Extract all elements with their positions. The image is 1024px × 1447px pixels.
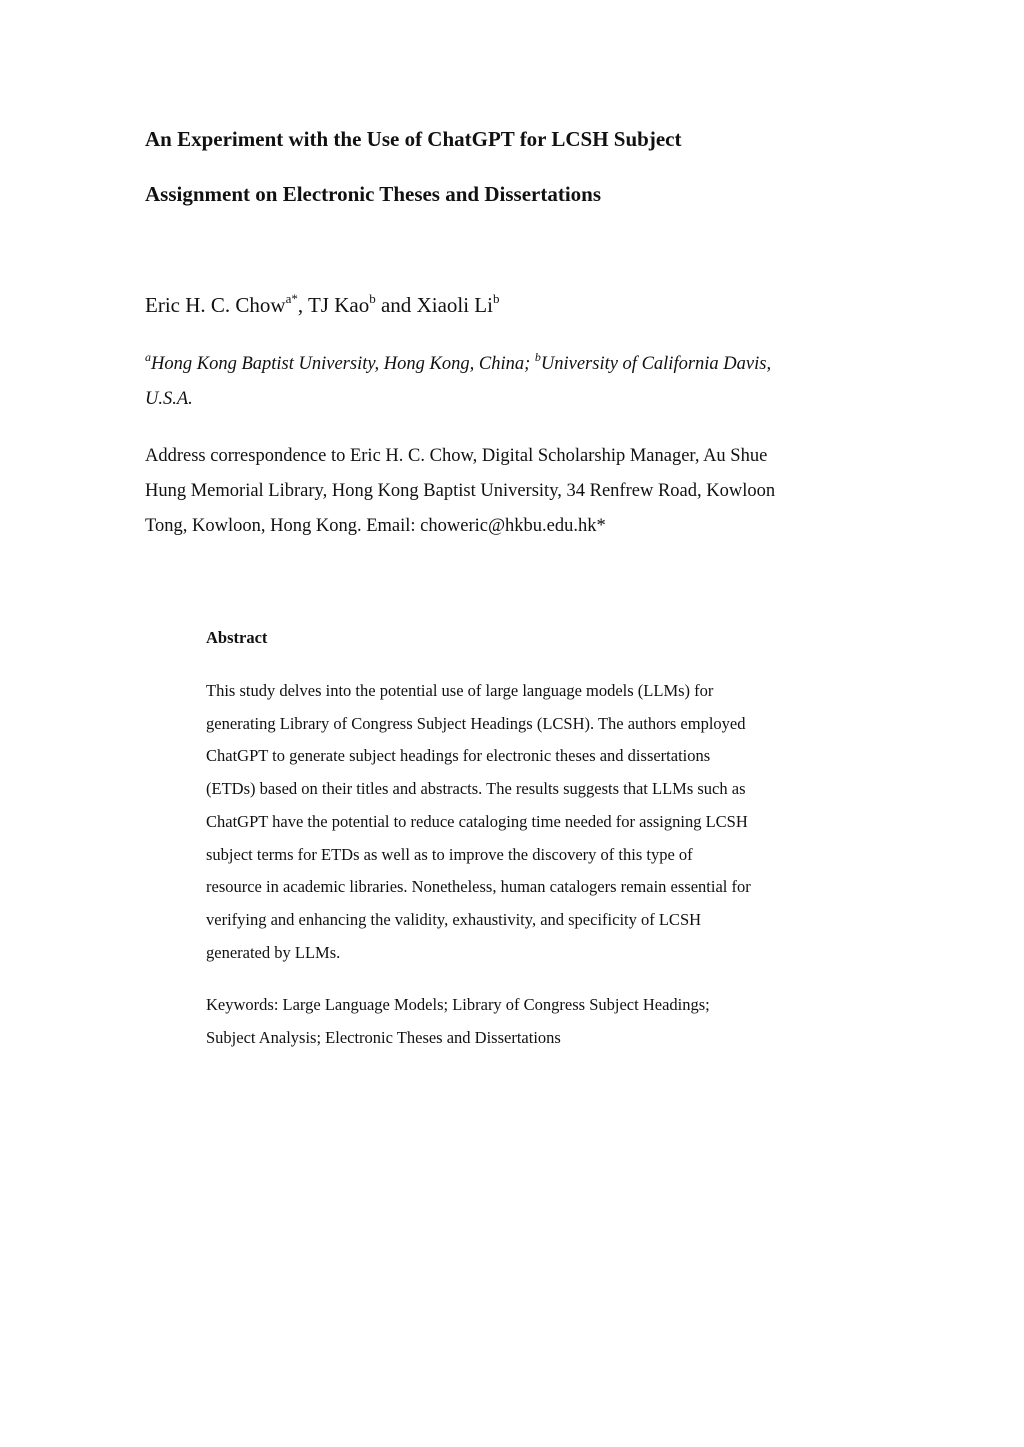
address-line: Tong, Kowloon, Hong Kong. Email: choweric@hkbu.edu.hk* — [145, 516, 606, 536]
abstract-line: ChatGPT to generate subject headings for electronic theses and dissertations — [206, 746, 711, 766]
paper-title — [145, 112, 905, 222]
affiliation-text: Hong Kong Baptist University, Hong Kong, China; — [151, 354, 535, 374]
abstract-heading: Abstract — [206, 628, 268, 647]
author-name: Xiaoli Li — [416, 293, 493, 317]
author-name: Eric H. C. Chow — [145, 293, 286, 317]
paper-title-line: Assignment on Electronic Theses and Dissertations — [145, 182, 602, 206]
author-separator: and — [375, 293, 417, 317]
paper-title-line: An Experiment with the Use of ChatGPT for LCSH Subject — [145, 127, 682, 151]
address-line: Hung Memorial Library, Hong Kong Baptist University, 34 Renfrew Road, Kowloon — [145, 481, 776, 501]
author-separator: , — [297, 293, 308, 317]
author-affiliation-mark: b — [492, 291, 500, 306]
affiliations — [145, 347, 875, 417]
affiliation-text: U.S.A. — [145, 389, 193, 409]
abstract-line: (ETDs) based on their titles and abstracts. The results suggests that LLMs such as — [206, 779, 746, 799]
abstract-body — [206, 675, 846, 969]
author-affiliation-mark: a* — [285, 291, 298, 306]
affiliation-mark: b — [534, 350, 541, 364]
abstract-line: ChatGPT have the potential to reduce cataloging time needed for assigning LCSH — [206, 811, 748, 831]
abstract-line: generated by LLMs. — [206, 942, 341, 962]
abstract-line: resource in academic libraries. Nonetheless, human catalogers remain essential for — [206, 877, 751, 897]
keywords-line: Subject Analysis; Electronic Theses and Dissertations — [206, 1027, 561, 1047]
author-list — [145, 290, 499, 320]
affiliation-text: University of California Davis, — [540, 354, 772, 374]
abstract-line: verifying and enhancing the validity, exhaustivity, and specificity of LCSH — [206, 909, 702, 929]
abstract-line: subject terms for ETDs as well as to improve the discovery of this type of — [206, 844, 693, 864]
abstract-line: generating Library of Congress Subject Headings (LCSH). The authors employed — [206, 713, 746, 733]
correspondence-address — [145, 439, 875, 544]
author-affiliation-mark: b — [369, 291, 376, 306]
affiliation-mark: a — [145, 350, 151, 364]
keywords-line: Keywords: Large Language Models; Library of Congress Subject Headings; — [206, 995, 710, 1014]
address-line: Address correspondence to Eric H. C. Chow, Digital Scholarship Manager, Au Shue — [145, 446, 768, 466]
author-name: TJ Kao — [307, 293, 370, 317]
keywords — [206, 989, 846, 1054]
abstract-line: This study delves into the potential use of large language models (LLMs) for — [206, 681, 714, 700]
